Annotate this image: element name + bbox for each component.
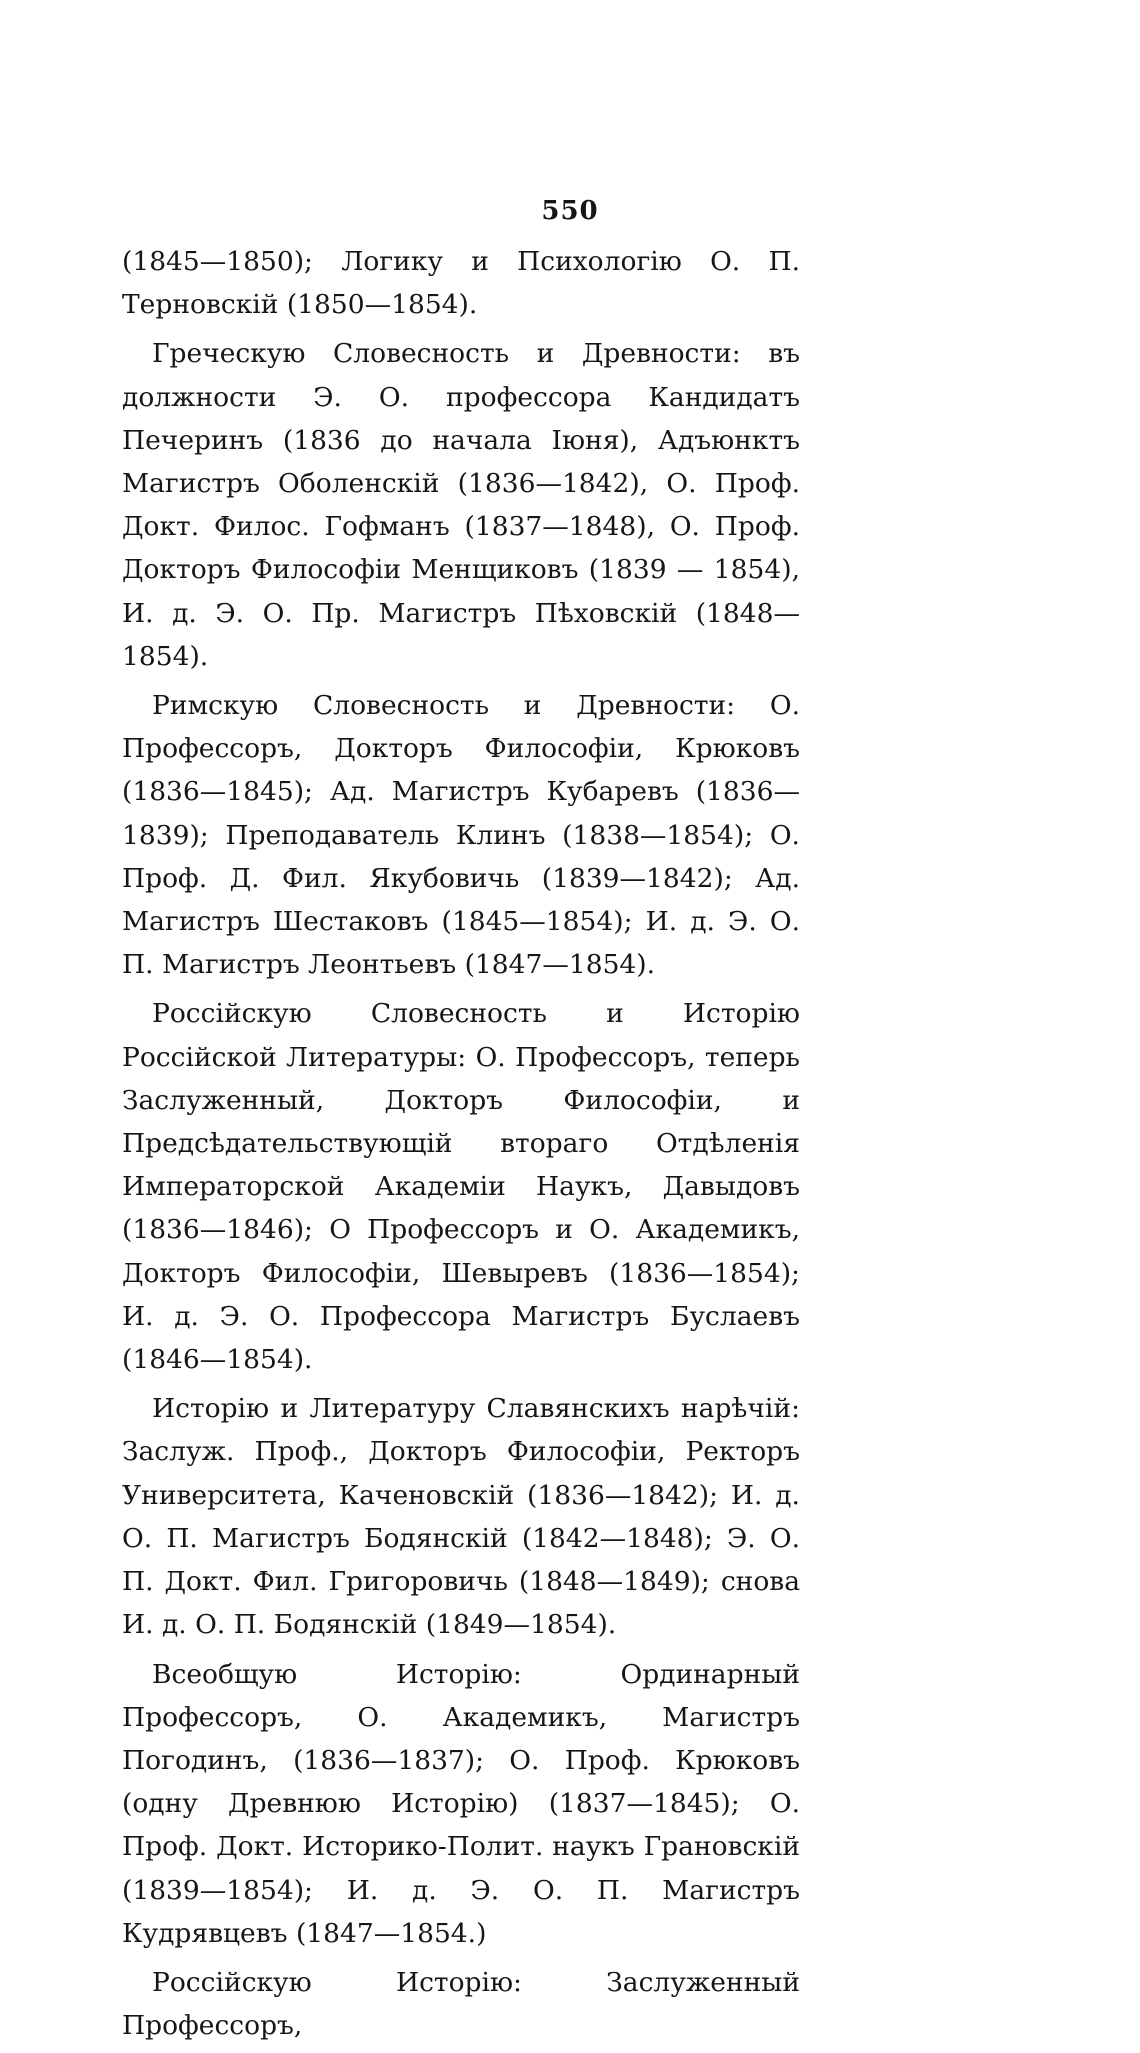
paragraph-logic-psychology: (1845—1850); Логику и Психологію О. П. Терновскій (1850—1854). (122, 246, 800, 321)
paragraph-slavic-dialects: Исторію и Литературу Славянскихъ нарѣчій: Заслуж. Проф., Докторъ Философіи, Ректоръ Университета, Каченовскій (1836—1842); И. д. О. П. Магистръ Бодянскій (1842—1848); Э. О. П. Докт. Фил. Григоровичь (1848—1849); снова И. д. О. П. Бодянскій (1849—1854). (122, 1393, 800, 1641)
paragraph-russian-literature: Россійскую Словесность и Исторію Россійской Литературы: О. Профессоръ, теперь Заслуженный, Докторъ Философіи, и Предсѣдательствующій втораго Отдѣленія Императорской Академіи Наукъ, Давыдовъ (1836—1846); О Профессоръ и О. Академикъ, Докторъ Философіи, Шевыревъ (1836—1854); И. д. Э. О. Профессора Магистръ Буслаевъ (1846—1854). (122, 998, 800, 1376)
paragraph-greek-literature: Греческую Словесность и Древности: въ должности Э. О. профессора Кандидатъ Печеринъ (1836 до начала Іюня), Адъюнктъ Магистръ Оболенскій (1836—1842), О. Проф. Докт. Филос. Гофманъ (1837—1848), О. Проф. Докторъ Философіи Менщиковъ (1839 — 1854), И. д. Э. О. Пр. Магистръ Пѣховскій (1848—1854). (122, 338, 800, 672)
paragraph-general-history: Всеобщую Исторію: Ординарный Профессоръ, О. Академикъ, Магистръ Погодинъ, (1836—1837); О. Проф. Крюковъ (одну Древнюю Исторію) (1837—1845); О. Проф. Докт. Историко-Полит. наукъ Грановскій (1839—1854); И. д. Э. О. П. Магистръ Кудрявцевъ (1847—1854.) (122, 1658, 800, 1949)
page-number: 550 (541, 196, 599, 226)
body-text (122, 240, 800, 2053)
paragraph-roman-literature: Римскую Словесность и Древности: О. Профессоръ, Докторъ Философіи, Крюковъ (1836—1845); Ад. Магистръ Кубаревъ (1836—1839); Преподаватель Клинъ (1838—1854); О. Проф. Д. Фил. Якубовичь (1839—1842); Ад. Магистръ Шестаковъ (1845—1854); И. д. Э. О. П. Магистръ Леонтьевъ (1847—1854). (122, 690, 800, 981)
paragraph-russian-history: Россійскую Исторію: Заслуженный Профессоръ, (122, 1966, 800, 2042)
